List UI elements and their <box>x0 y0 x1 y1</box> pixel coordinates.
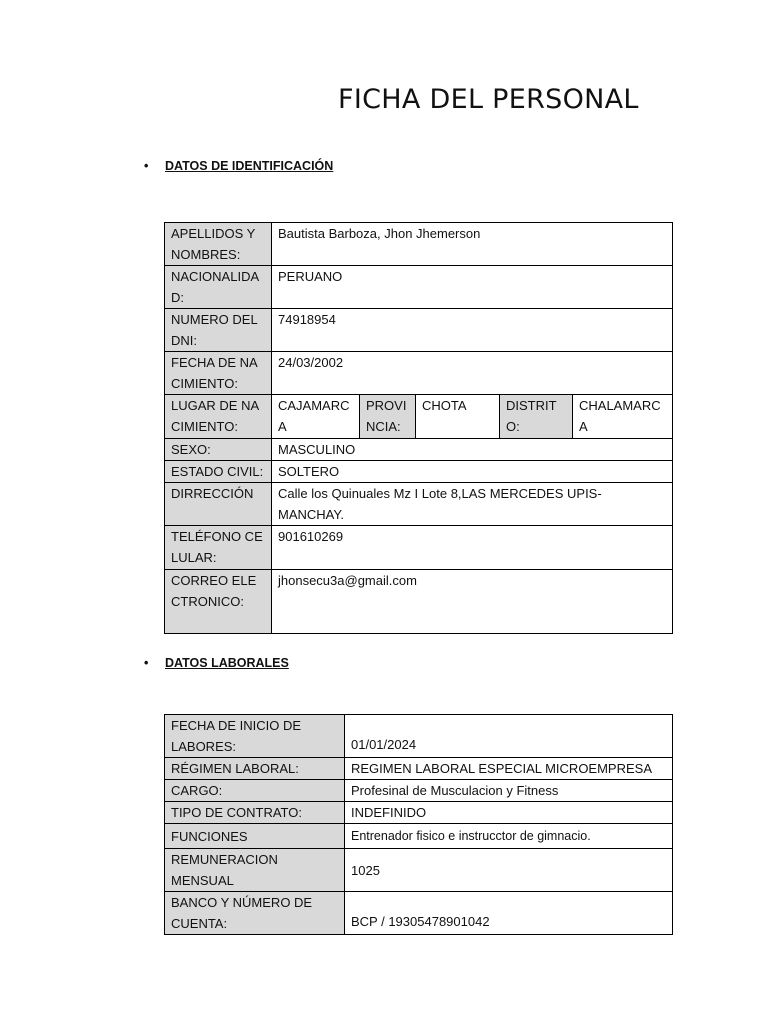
table-row <box>165 223 673 266</box>
label-banco: BANCO Y NÚMERO DE CUENTA: <box>165 892 345 935</box>
table-row <box>165 266 673 309</box>
identification-table <box>164 222 673 634</box>
label-distrito: DISTRITO: <box>500 395 573 439</box>
label-remuneracion: REMUNERACION MENSUAL <box>165 849 345 892</box>
table-row <box>165 526 673 570</box>
value-funciones: Entrenador fisico e instrucctor de gimnacio. <box>345 824 673 849</box>
value-fecha-nacimiento: 24/03/2002 <box>272 352 673 395</box>
label-apellidos: APELLIDOS Y NOMBRES: <box>165 223 272 266</box>
label-nacionalidad: NACIONALIDAD: <box>165 266 272 309</box>
label-direccion: DIRRECCIÓN <box>165 483 272 526</box>
table-row <box>165 802 673 824</box>
label-estado-civil: ESTADO CIVIL: <box>165 461 272 483</box>
label-cargo: CARGO: <box>165 780 345 802</box>
value-apellidos: Bautista Barboza, Jhon Jhemerson <box>272 223 673 266</box>
label-lugar-nacimiento: LUGAR DE NACIMIENTO: <box>165 395 272 439</box>
table-row <box>165 758 673 780</box>
value-regimen: REGIMEN LABORAL ESPECIAL MICROEMPRESA <box>345 758 673 780</box>
value-remuneracion: 1025 <box>345 849 673 892</box>
label-regimen: RÉGIMEN LABORAL: <box>165 758 345 780</box>
value-banco: BCP / 19305478901042 <box>345 892 673 935</box>
table-row <box>165 461 673 483</box>
table-row <box>165 849 673 892</box>
bullet-icon: • <box>144 159 149 173</box>
section-heading-label: DATOS LABORALES <box>165 656 289 670</box>
value-dni: 74918954 <box>272 309 673 352</box>
value-provincia: CHOTA <box>416 395 500 439</box>
value-estado-civil: SOLTERO <box>272 461 673 483</box>
table-row <box>165 570 673 634</box>
section-heading-label: DATOS DE IDENTIFICACIÓN <box>165 159 334 173</box>
value-departamento: CAJAMARCA <box>272 395 360 439</box>
value-nacionalidad: PERUANO <box>272 266 673 309</box>
table-row <box>165 892 673 935</box>
table-row <box>165 395 673 439</box>
value-direccion: Calle los Quinuales Mz I Lote 8,LAS MERCEDES UPIS-MANCHAY. <box>272 483 673 526</box>
page-title: FICHA DEL PERSONAL <box>338 84 639 115</box>
label-funciones: FUNCIONES <box>165 824 345 849</box>
section-heading-identificacion <box>144 159 333 173</box>
label-fecha-inicio: FECHA DE INICIO DE LABORES: <box>165 715 345 758</box>
label-fecha-nacimiento: FECHA DE NACIMIENTO: <box>165 352 272 395</box>
table-row <box>165 715 673 758</box>
label-contrato: TIPO DE CONTRATO: <box>165 802 345 824</box>
label-telefono: TELÉFONO CELULAR: <box>165 526 272 570</box>
table-row <box>165 439 673 461</box>
label-sexo: SEXO: <box>165 439 272 461</box>
table-row <box>165 824 673 849</box>
section-heading-laborales <box>144 656 289 670</box>
value-contrato: INDEFINIDO <box>345 802 673 824</box>
table-row <box>165 483 673 526</box>
label-correo: CORREO ELECTRONICO: <box>165 570 272 634</box>
table-row <box>165 309 673 352</box>
value-correo: jhonsecu3a@gmail.com <box>272 570 673 634</box>
bullet-icon: • <box>144 656 149 670</box>
value-sexo: MASCULINO <box>272 439 673 461</box>
table-row <box>165 780 673 802</box>
employment-table <box>164 714 673 935</box>
value-cargo: Profesinal de Musculacion y Fitness <box>345 780 673 802</box>
table-row <box>165 352 673 395</box>
value-distrito: CHALAMARCA <box>573 395 673 439</box>
label-provincia: PROVINCIA: <box>360 395 416 439</box>
label-dni: NUMERO DEL DNI: <box>165 309 272 352</box>
value-telefono: 901610269 <box>272 526 673 570</box>
value-fecha-inicio: 01/01/2024 <box>345 715 673 758</box>
